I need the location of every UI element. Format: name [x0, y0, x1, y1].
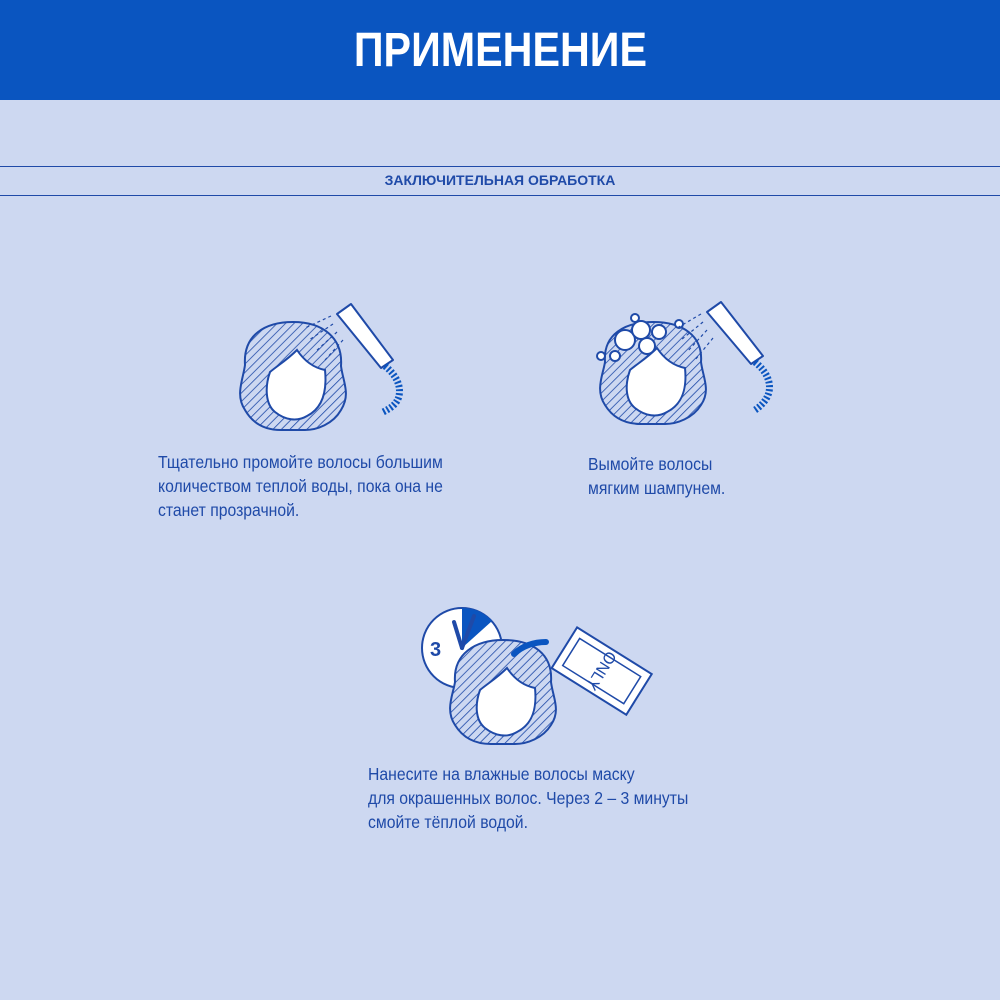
mask-sachet-icon [552, 627, 652, 714]
woman-head-icon [450, 640, 556, 744]
divider-top [0, 166, 1000, 167]
shampoo-illustration [585, 290, 795, 440]
section-title: ЗАКЛЮЧИТЕЛЬНАЯ ОБРАБОТКА [384, 172, 616, 188]
rinse-illustration [225, 290, 425, 450]
divider-bottom [0, 195, 1000, 196]
page-title: ПРИМЕНЕНИЕ [353, 23, 647, 77]
woman-head-icon [240, 322, 346, 430]
timer-label: 3 [430, 639, 442, 661]
step-3-text: Нанесите на влажные волосы маску для окрашенных волос. Через 2 – 3 минуты смойте тёплой водой. [368, 764, 689, 832]
header-bar [0, 0, 1000, 100]
step-1-text: Тщательно промойте волосы большим количеством теплой воды, пока она не станет прозрачной. [158, 452, 443, 520]
mask-illustration [410, 600, 660, 760]
sachet-label: ONLY [581, 647, 619, 693]
step-2-text: Вымойте волосы мягким шампунем. [588, 454, 726, 498]
